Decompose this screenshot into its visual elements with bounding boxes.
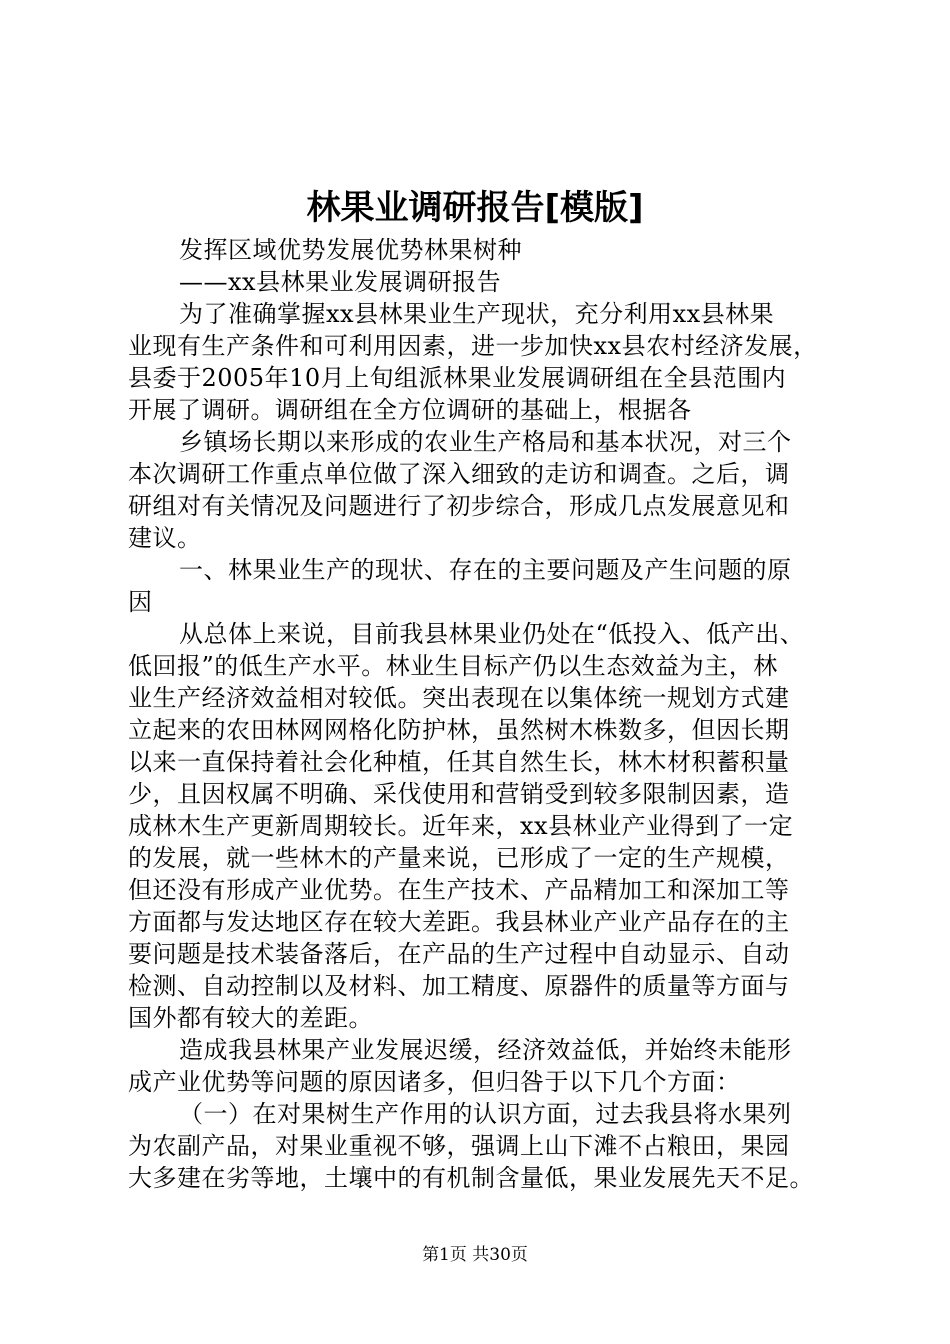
text-line: 成林木生产更新周期较长。近年来，xx县林业产业得到了一定 (128, 812, 794, 840)
text-line: （一）在对果树生产作用的认识方面，过去我县将水果列 (179, 1100, 792, 1128)
text-line: 本次调研工作重点单位做了深入细致的走访和调查。之后，调 (128, 460, 790, 488)
text-line: 少，且因权属不明确、采伐使用和营销受到较多限制因素，造 (128, 780, 790, 808)
text-line: 但还没有形成产业优势。在生产技术、产品精加工和深加工等 (128, 876, 790, 904)
text-line: 为农副产品，对果业重视不够，强调上山下滩不占粮田，果园 (128, 1132, 790, 1160)
text-line: 从总体上来说，目前我县林果业仍处在“低投入、低产出、 (179, 620, 805, 648)
text-line: 业现有生产条件和可利用因素，进一步加快xx县农村经济发展， (128, 332, 818, 360)
text-line: 县委于2005年10月上旬组派林果业发展调研组在全县范围内 (128, 364, 787, 392)
text-line: ——xx县林果业发展调研报告 (179, 268, 502, 296)
text-line: 研组对有关情况及问题进行了初步综合，形成几点发展意见和 (128, 492, 790, 520)
text-line: 方面都与发达地区存在较大差距。我县林业产业产品存在的主 (128, 908, 790, 936)
text-line: 要问题是技术装备落后，在产品的生产过程中自动显示、自动 (128, 940, 790, 968)
text-line: 以来一直保持着社会化种植，任其自然生长，林木材积蓄积量 (128, 748, 790, 776)
text-line: 检测、自动控制以及材料、加工精度、原器件的质量等方面与 (128, 972, 790, 1000)
text-line: 造成我县林果产业发展迟缓，经济效益低，并始终未能形 (179, 1036, 792, 1064)
text-line: 因 (128, 588, 153, 616)
text-line: 立起来的农田林网网格化防护林，虽然树木株数多，但因长期 (128, 716, 790, 744)
text-line: 建议。 (128, 524, 202, 552)
text-line: 国外都有较大的差距。 (128, 1004, 373, 1032)
text-line: 的发展，就一些林木的产量来说，已形成了一定的生产规模， (128, 844, 790, 872)
document-title: 林果业调研报告[模版] (306, 188, 644, 228)
text-line: 开展了调研。调研组在全方位调研的基础上，根据各 (128, 396, 692, 424)
text-line: 成产业优势等问题的原因诸多，但归咎于以下几个方面： (128, 1068, 741, 1096)
text-line: 为了准确掌握xx县林果业生产现状，充分利用xx县林果 (179, 300, 775, 328)
text-line: 业生产经济效益相对较低。突出表现在以集体统一规划方式建 (128, 684, 790, 712)
text-line: 发挥区域优势发展优势林果树种 (179, 236, 522, 264)
text-line: 大多建在劣等地，土壤中的有机制含量低，果业发展先天不足。 (128, 1164, 814, 1192)
text-line: 一、林果业生产的现状、存在的主要问题及产生问题的原 (179, 556, 792, 584)
text-line: 低回报”的低生产水平。林业生目标产仍以生态效益为主，林 (128, 652, 778, 680)
page-footer: 第1页 共30页 (422, 1245, 528, 1265)
text-line: 乡镇场长期以来形成的农业生产格局和基本状况，对三个 (179, 428, 792, 456)
document-body (128, 234, 834, 1194)
